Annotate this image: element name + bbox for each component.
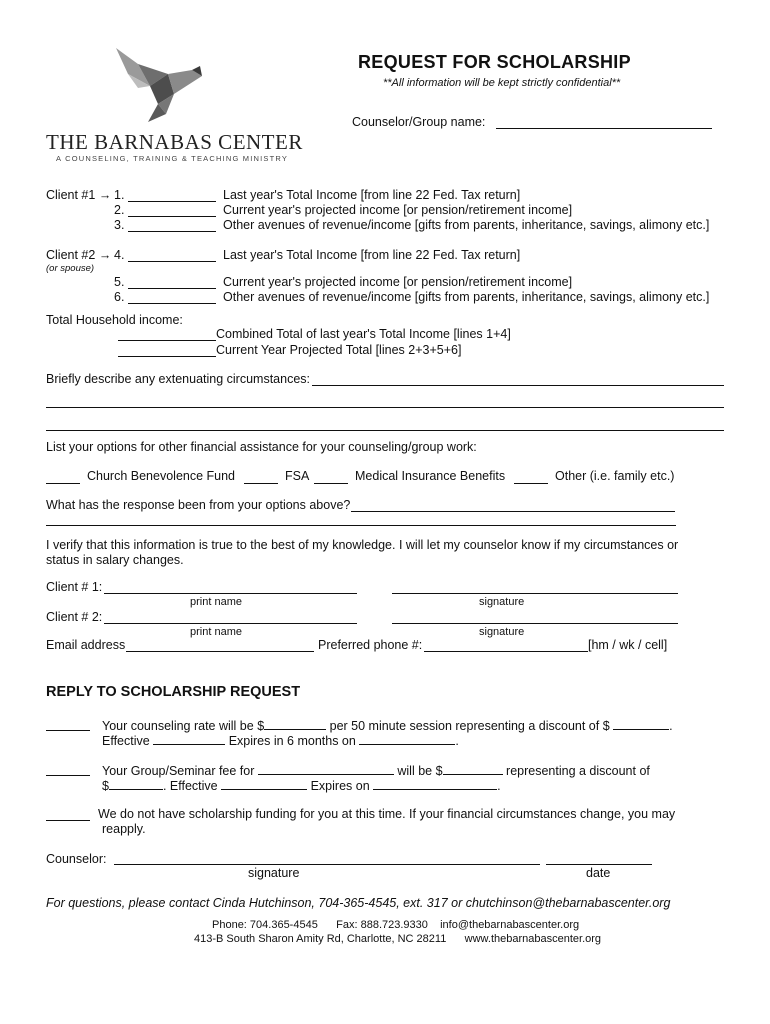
option-other: Other (i.e. family etc.) <box>555 469 675 483</box>
counselor-signature-caption: signature <box>248 866 300 880</box>
rate-expires-field[interactable] <box>359 732 455 745</box>
income-field-6[interactable] <box>128 303 216 304</box>
option-check-fsa[interactable] <box>244 483 278 484</box>
client2-print-name-field[interactable] <box>104 623 357 624</box>
client1-signature-field[interactable] <box>392 593 678 594</box>
line-number-4: 4. <box>114 248 125 262</box>
rate-effective-field[interactable] <box>153 732 225 745</box>
client2-label: Client #2 → <box>46 248 112 262</box>
phone-label: Preferred phone #: <box>318 638 423 652</box>
income-desc-1: Last year's Total Income [from line 22 Fed. Tax return] <box>223 188 521 202</box>
group-line-1: Your Group/Seminar fee for will be $ representing a discount of <box>102 764 650 778</box>
dove-icon <box>108 44 208 128</box>
rate-line-2: Effective Expires in 6 months on . <box>102 734 459 748</box>
group-fee-field[interactable] <box>443 762 503 775</box>
verify-text-1: I verify that this information is true to the best of my knowledge. I will let my counselor know if my circumstances or <box>46 538 679 552</box>
email-field[interactable] <box>126 651 314 652</box>
brand-tagline: A COUNSELING, TRAINING & TEACHING MINISTRY <box>56 154 289 163</box>
total-household-label: Total Household income: <box>46 313 183 327</box>
option-check-medical[interactable] <box>314 483 348 484</box>
confidential-note: **All information will be kept strictly confidential** <box>383 77 621 89</box>
line-number-5: 5. <box>114 275 125 289</box>
line-number-3: 3. <box>114 218 125 232</box>
phone-type: [hm / wk / cell] <box>588 638 668 652</box>
questions-note: For questions, please contact Cinda Hutchinson, 704-365-4545, ext. 317 or chutchinson@thebarnabascenter.org <box>46 896 671 910</box>
or-spouse-note: (or spouse) <box>46 263 95 274</box>
counselor-date-field[interactable] <box>546 864 652 865</box>
no-funding-text-1: We do not have scholarship funding for you at this time. If your financial circumstances change, you may <box>98 807 676 821</box>
group-check[interactable] <box>46 775 90 776</box>
group-name-field[interactable] <box>258 762 394 775</box>
income-desc-2: Current year's projected income [or pension/retirement income] <box>223 203 573 217</box>
income-field-5[interactable] <box>128 288 216 289</box>
phone-field[interactable] <box>424 651 588 652</box>
client1-print-name-field[interactable] <box>104 593 357 594</box>
circumstances-field-2[interactable] <box>46 407 724 408</box>
counselor-date-caption: date <box>586 866 611 880</box>
income-desc-5: Current year's projected income [or pension/retirement income] <box>223 275 573 289</box>
counselor-signature-field[interactable] <box>114 864 540 865</box>
projected-total-label: Current Year Projected Total [lines 2+3+5+6] <box>216 343 462 357</box>
brand-name: THE BARNABAS CENTER <box>46 130 303 154</box>
page-title: REQUEST FOR SCHOLARSHIP <box>358 52 631 72</box>
group-expires-field[interactable] <box>373 777 497 790</box>
option-fsa: FSA <box>285 469 310 483</box>
counselor-group-label: Counselor/Group name: <box>352 115 486 129</box>
counselor-group-field[interactable] <box>496 128 712 129</box>
income-desc-4: Last year's Total Income [from line 22 Fed. Tax return] <box>223 248 521 262</box>
circumstances-label: Briefly describe any extenuating circumstances: <box>46 372 311 386</box>
contact-line: Phone: 704.365-4545 Fax: 888.723.9330 info@thebarnabascenter.org <box>212 919 580 931</box>
circumstances-field-3[interactable] <box>46 430 724 431</box>
client2-signature-field[interactable] <box>392 623 678 624</box>
combined-total-label: Combined Total of last year's Total Income [lines 1+4] <box>216 327 511 341</box>
response-field-2[interactable] <box>46 525 676 526</box>
combined-total-field[interactable] <box>118 340 216 341</box>
line-number-6: 6. <box>114 290 125 304</box>
income-field-4[interactable] <box>128 261 216 262</box>
option-church: Church Benevolence Fund <box>87 469 236 483</box>
response-label: What has the response been from your options above? <box>46 498 351 512</box>
income-desc-3: Other avenues of revenue/income [gifts from parents, inheritance, savings, alimony etc.] <box>223 218 710 232</box>
no-funding-text-2: reapply. <box>102 822 146 836</box>
option-check-other[interactable] <box>514 483 548 484</box>
email-label: Email address <box>46 638 126 652</box>
options-label: List your options for other financial assistance for your counseling/group work: <box>46 440 477 454</box>
option-check-church[interactable] <box>46 483 80 484</box>
client2-signature-caption: signature <box>479 626 525 638</box>
rate-amount-field[interactable] <box>264 717 326 730</box>
client1-label: Client #1 → <box>46 188 112 202</box>
rate-discount-field[interactable] <box>613 717 669 730</box>
no-funding-check[interactable] <box>46 820 90 821</box>
address-line: 413-B South Sharon Amity Rd, Charlotte, NC 28211 www.thebarnabascenter.org <box>194 933 602 945</box>
rate-line-1: Your counseling rate will be $ per 50 minute session representing a discount of $ . <box>102 719 673 733</box>
income-field-3[interactable] <box>128 231 216 232</box>
line-number-1: 1. <box>114 188 125 202</box>
counselor-label: Counselor: <box>46 852 107 866</box>
reply-title: REPLY TO SCHOLARSHIP REQUEST <box>46 684 301 700</box>
projected-total-field[interactable] <box>118 356 216 357</box>
group-discount-field[interactable] <box>109 777 163 790</box>
rate-check[interactable] <box>46 730 90 731</box>
group-effective-field[interactable] <box>221 777 307 790</box>
client1-sign-label: Client # 1: <box>46 580 103 594</box>
verify-text-2: status in salary changes. <box>46 553 184 567</box>
circumstances-field-1[interactable] <box>312 385 724 386</box>
line-number-2: 2. <box>114 203 125 217</box>
income-field-2[interactable] <box>128 216 216 217</box>
client1-signature-caption: signature <box>479 596 525 608</box>
income-field-1[interactable] <box>128 201 216 202</box>
client2-sign-label: Client # 2: <box>46 610 103 624</box>
client2-print-name-caption: print name <box>190 626 242 638</box>
income-desc-6: Other avenues of revenue/income [gifts from parents, inheritance, savings, alimony etc.] <box>223 290 710 304</box>
group-line-2: $ . Effective Expires on . <box>102 779 501 793</box>
client1-print-name-caption: print name <box>190 596 242 608</box>
response-field-1[interactable] <box>351 511 675 512</box>
option-medical: Medical Insurance Benefits <box>355 469 506 483</box>
